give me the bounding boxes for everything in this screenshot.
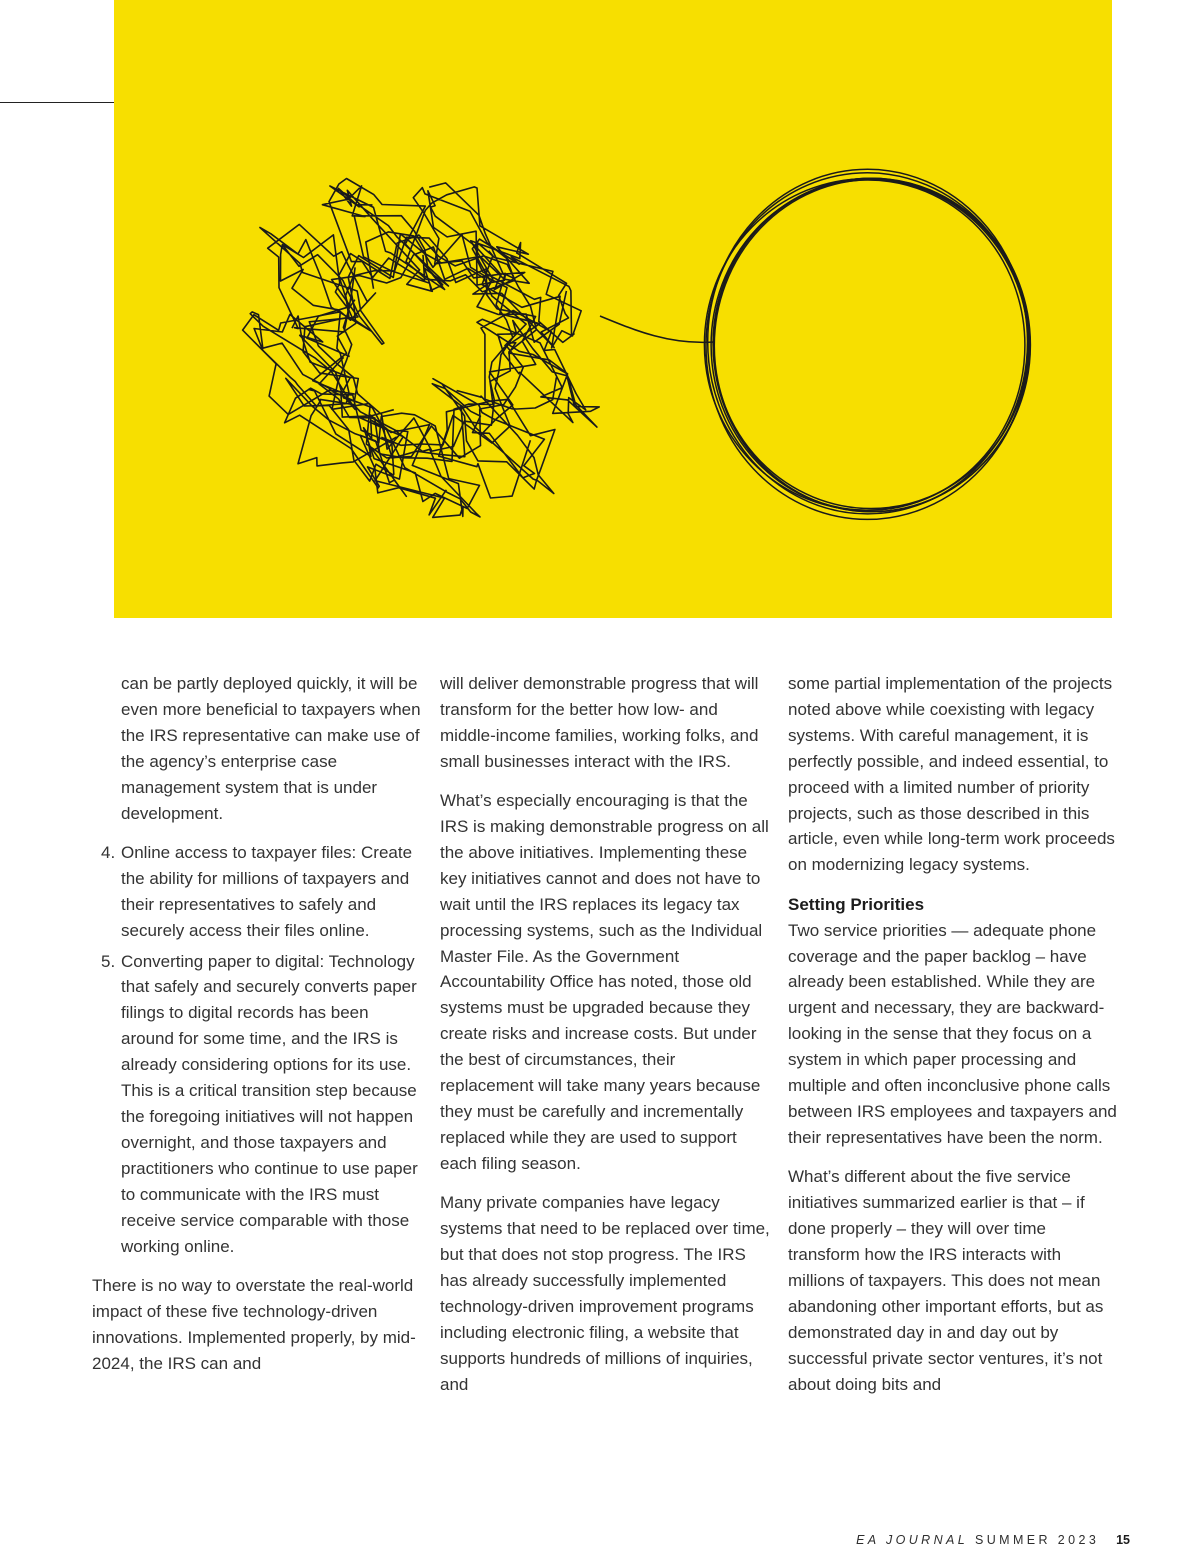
issue-label: SUMMER 2023 <box>974 1533 1100 1547</box>
tangled-scribble <box>243 179 600 518</box>
list-number: 5. <box>101 951 116 971</box>
paragraph: Two service priorities — adequate phone coverage and the paper backlog – have already been established. While they are urgent and necessary, they are backward-looking in the sense that they focus on a system in which paper processing and multiple and often inconclusive phone calls between IRS employees and taxpayers and their representatives have been the norm. <box>788 920 1117 1147</box>
section-heading: Setting Priorities <box>788 894 925 914</box>
paragraph: some partial implementation of the projects noted above while coexisting with legacy systems. With careful management, it is perfectly possible, and indeed essential, to proceed with a limited number of priority projects, such as those described in this article, even while long-term work proceeds on modernizing legacy systems. <box>788 674 1115 875</box>
list-number: 4. <box>101 842 116 862</box>
paragraph: Many private companies have legacy systems that need to be replaced over time, but that does not stop progress. The IRS has already successfully implemented technology-driven improvement programs including electronic filing, a website that supports hundreds of millions of inquiries, and <box>440 1193 770 1394</box>
paragraph: There is no way to overstate the real-world impact of these five technology-driven innovations. Implemented properly, by mid-2024, the IRS can and <box>92 1275 416 1373</box>
paragraph: What’s especially encouraging is that the IRS is making demonstrable progress on all the above initiatives. Implementing these key initiatives cannot and does not have to wait until the IRS replaces its legacy tax processing systems, such as the Individual Master File. As the Government Accountability Office has noted, those old systems must be upgraded because they create risks and increase costs. But under the best of circumstances, their replacement will take many years because they must be carefully and incrementally replaced while they are used to support each filing season. <box>440 791 769 1173</box>
text-column-1 <box>92 671 422 1390</box>
clean-circle <box>704 169 1030 519</box>
connecting-thread <box>600 316 714 342</box>
list-item <box>92 840 422 944</box>
text-column-2 <box>440 671 770 1411</box>
list-item <box>92 949 422 1260</box>
header-rule <box>0 102 114 103</box>
text-column-3 <box>788 671 1118 1411</box>
paragraph: What’s different about the five service initiatives summarized earlier is that – if done properly – they will over time transform how the IRS interacts with millions of taxpayers. This does not mean abandoning other important efforts, but as demonstrated day in and day out by successful private sector ventures, it’s not about doing bits and <box>788 1167 1104 1394</box>
hero-illustration <box>114 0 1112 618</box>
illustration-svg <box>114 0 1112 618</box>
paragraph: will deliver demonstrable progress that will transform for the better how low- and middle-income families, working folks, and small businesses interact with the IRS. <box>440 674 759 771</box>
scribble-loop <box>477 310 599 427</box>
page-footer <box>856 1533 1130 1547</box>
continued-list-text: can be partly deployed quickly, it will be even more beneficial to taxpayers when the IRS representative can make use of the agency’s enterprise case management system that is under development. <box>121 674 421 823</box>
page-number: 15 <box>1116 1533 1130 1547</box>
magazine-name: EA JOURNAL <box>856 1533 969 1547</box>
list-text: Online access to taxpayer files: Create the ability for millions of taxpayers and their representatives to safely and securely access their files online. <box>121 842 413 940</box>
list-text: Converting paper to digital: Technology that safely and securely converts paper filings to digital records has been around for some time, and the IRS is already considering options for its use. This is a critical transition step because the foregoing initiatives will not happen overnight, and those taxpayers and practitioners who continue to use paper to communicate with the IRS must receive service comparable with those working online. <box>121 951 418 1256</box>
